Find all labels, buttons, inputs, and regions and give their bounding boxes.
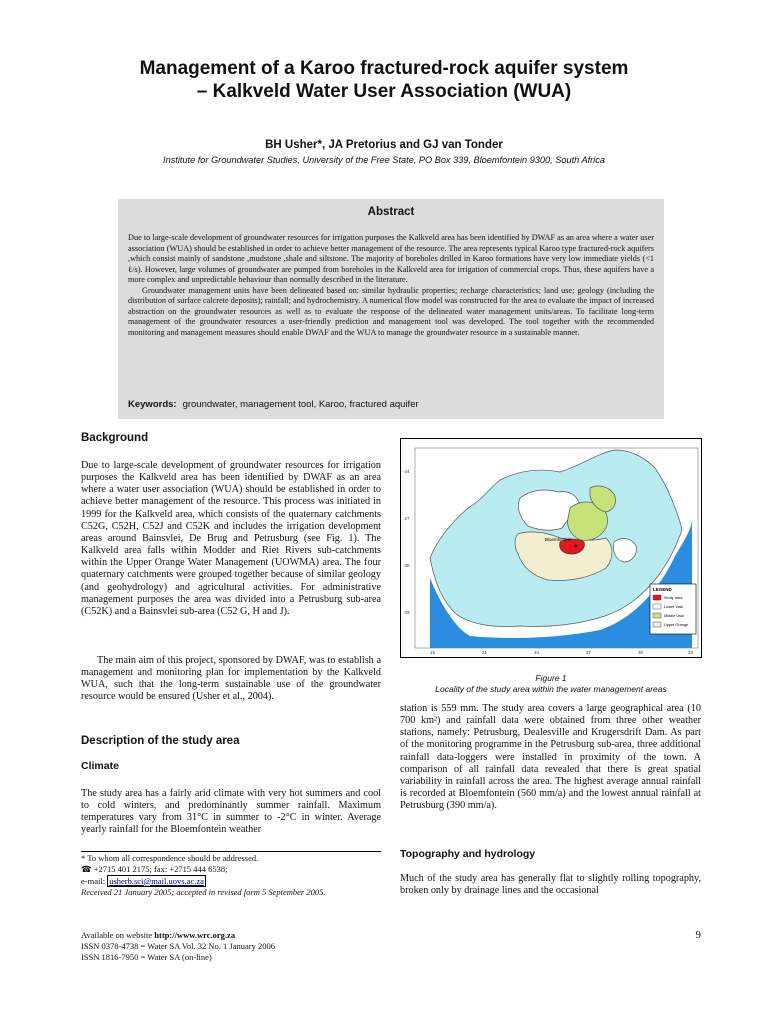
legend-label: Middle Vaal bbox=[664, 614, 684, 618]
topography-paragraph: Much of the study area has generally flat to slightly rolling topography, broken only by drainage lines and the occasional bbox=[400, 873, 701, 897]
keywords-label: Keywords: bbox=[128, 399, 177, 410]
keywords bbox=[128, 399, 419, 410]
legend-label: Study area bbox=[664, 596, 683, 600]
website-prefix: Available on website bbox=[81, 930, 155, 940]
footnotes bbox=[81, 853, 381, 898]
received-dates: Received 21 January 2005; accepted in revised form 5 September 2005. bbox=[81, 886, 326, 897]
x-tick-label: 27 bbox=[586, 650, 592, 655]
title-line-2: – Kalkveld Water User Association (WUA) bbox=[196, 81, 572, 102]
affiliation: Institute for Groundwater Studies, University of the Free State, PO Box 339, Bloemfontein 9300, South Africa bbox=[163, 155, 605, 165]
abstract-paragraph-2: Groundwater management units have been delineated based on: similar hydraulic properties; recharge characteristics; land use; geology (including the distribution of surface calcrete deposits); rainfall; and hydrochemistry. A numerical flow model was constructed for the area to evaluate the impact of increased abstraction on the groundwater resources as well as to evaluate the response of the delineated water management units/areas. To facilitate long-term management of the groundwater resources a user-friendly prediction and management tool was developed. The tool together with the recommended monitoring and management measures should enable DWAF and the WUA to manage the groundwater resource in a sustainable manner. bbox=[128, 285, 654, 337]
figure-1-map bbox=[400, 438, 702, 658]
locality-map bbox=[400, 438, 702, 658]
legend-title: LEGEND bbox=[653, 587, 672, 592]
x-tick-label: 21 bbox=[482, 650, 488, 655]
abstract-paragraph-1: Due to large-scale development of groundwater resources for irrigation purposes the Kalkveld area has been identified by DWAF as an area where a water user association (WUA) should be established in order to achieve better management of the resource. The area represents typical Karoo type fractured-rock aquifers ,which consist mainly of sandstone ,mudstone ,shale and siltstone. The majority of boreholes drilled in Karoo formations have very low immediate yields (<1 ℓ/s). However, large volumes of groundwater are pumped from boreholes in the Kalkveld area for irrigation of commercial crops. Thus, these aquifers have a more complex and unpredictable behaviour than normally described in the literature. bbox=[128, 233, 654, 284]
climate-paragraph-left: The study area has a fairly arid climate with very hot summers and cool to cold winters, and predominantly summer rainfall. Maximum temperatures vary from 31°C in summer to -2°C in winter. Average yearly rainfall for the Bloemfontein weather bbox=[81, 788, 381, 836]
email-line bbox=[81, 876, 381, 887]
abstract-heading: Abstract bbox=[367, 206, 415, 218]
page-number: 9 bbox=[695, 929, 701, 941]
correspondence-note: * To whom all correspondence should be addressed. bbox=[81, 853, 259, 863]
x-tick-label: 30 bbox=[638, 650, 644, 655]
study-area-heading: Description of the study area bbox=[81, 735, 240, 747]
page-footer bbox=[81, 930, 701, 963]
climate-paragraph-right: station is 559 mm. The study area covers a large geographical area (10 700 km²) and rainfall data were obtained from three other weather stations, namely: Petrusburg, Dealesville and Krugersdrift Dam. As part of the monitoring programme in the Petrusburg sub-area, three additional rainfall data-loggers were installed in proximity of the town. A comparison of all rainfall data revealed that there is great spatial variability in rainfall across the area. The highest average annual rainfall is recorded at Bloemfontein (560 mm/a) and the lowest annual rainfall at Petrusburg (390 mm/a). bbox=[400, 703, 701, 812]
footnote-divider bbox=[81, 851, 381, 852]
y-tick-label: -24 bbox=[403, 469, 410, 474]
topography-heading: Topography and hydrology bbox=[400, 848, 536, 860]
map-legend bbox=[650, 584, 696, 634]
y-tick-label: -27 bbox=[403, 516, 410, 521]
email-label: e-mail: bbox=[81, 875, 108, 886]
climate-heading: Climate bbox=[81, 760, 119, 772]
abstract-box bbox=[118, 199, 664, 419]
y-tick-label: -33 bbox=[403, 610, 410, 615]
legend-label: Lower Vaal bbox=[664, 605, 683, 609]
title-line-1: Management of a Karoo fractured-rock aquifer system bbox=[139, 58, 629, 79]
legend-swatch-lower-vaal bbox=[653, 604, 661, 609]
legend-label: Upper Orange bbox=[664, 623, 689, 627]
authors: BH Usher*, JA Pretorius and GJ van Tonder bbox=[265, 139, 503, 151]
legend-swatch-upper-orange bbox=[653, 622, 661, 627]
background-paragraph-2: The main aim of this project, sponsored by DWAF, was to establish a management and monitoring plan for implementation by the Kalkveld WUA, such that the long-term sustainable use of the groundwater resource would be ensured (Usher et al., 2004). bbox=[81, 655, 381, 703]
background-paragraph-1: Due to large-scale development of groundwater resources for irrigation purposes the Kalkveld area has been identified by DWAF as an area where a water user association (WUA) should be established in order to achieve better management of the resource. This process was initiated in 1999 for the Kalkveld area, which consists of the quaternary catchments C52G, C52H, C52J and C52K and includes the irrigation development areas around Bainsvlei, De Brug and Petrusburg (see Fig. 1). The Kalkveld area falls within Modder and Riet Rivers sub-catchments within the Upper Orange Water Management (UOWMA) area. The four quaternary catchments were grouped together because of similar geology (and geohydrology) and agricultural activities. For administrative management purposes the area was divided into a Petrusburg sub-area (C52K) and a Bainsvlei sub-area (C52 G, H and J). bbox=[81, 460, 381, 617]
abstract-text bbox=[128, 233, 654, 338]
legend-swatch-study-area bbox=[653, 595, 661, 600]
bloemfontein-marker bbox=[575, 545, 578, 548]
x-tick-label: 33 bbox=[688, 650, 694, 655]
x-tick-label: 18 bbox=[430, 650, 436, 655]
figure-caption-text: Locality of the study area within the water management areas bbox=[435, 684, 667, 694]
legend-swatch-middle-vaal bbox=[653, 613, 661, 618]
website-link[interactable]: http://www.wrc.org.za bbox=[154, 930, 236, 940]
map-place-label: Bloemfontein bbox=[545, 537, 572, 542]
website-line bbox=[81, 930, 701, 941]
y-tick-label: -30 bbox=[403, 563, 410, 568]
figure-caption bbox=[400, 673, 702, 695]
email-link[interactable]: usherb.sci@mail.uovs.ac.za bbox=[109, 875, 204, 886]
issn-online: ISSN 1816-7950 = Water SA (on-line) bbox=[81, 952, 212, 962]
phone-fax: ☎ +2715 401 2175; fax: +2715 444 6538; bbox=[81, 864, 228, 875]
paper-title bbox=[0, 57, 768, 103]
figure-label: Figure 1 bbox=[535, 673, 567, 683]
keywords-list: groundwater, management tool, Karoo, fractured aquifer bbox=[182, 399, 419, 410]
x-tick-label: 24 bbox=[534, 650, 540, 655]
issn-print: ISSN 0378-4738 = Water SA Vol. 32 No. 1 January 2006 bbox=[81, 941, 275, 951]
background-heading: Background bbox=[81, 432, 149, 444]
